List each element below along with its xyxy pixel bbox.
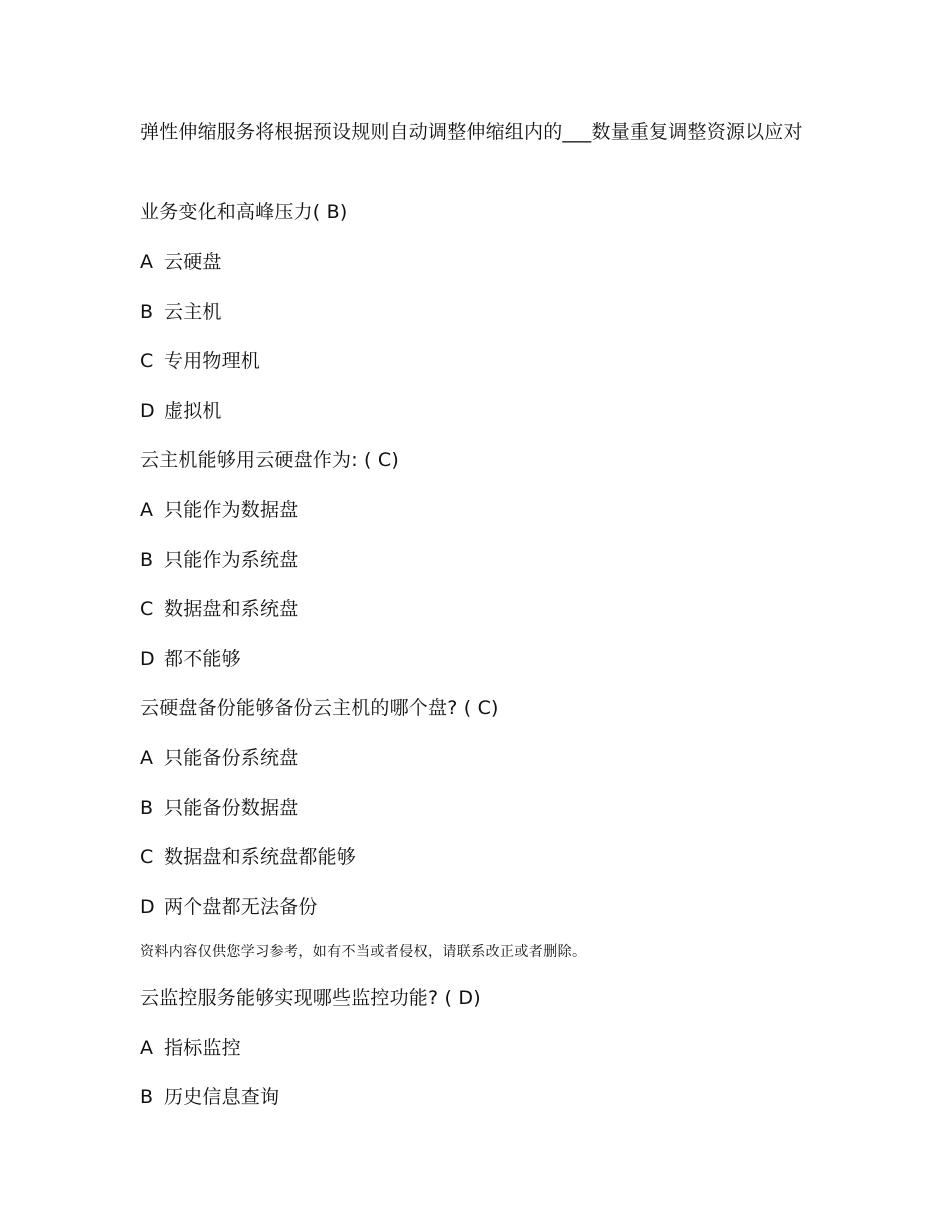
question-2-option-d [140, 645, 820, 673]
option-letter: D [140, 896, 155, 918]
question-3-option-c [140, 843, 820, 871]
option-text: 历史信息查询 [164, 1086, 280, 1108]
question-3-option-b [140, 794, 820, 822]
question-1-stem: 弹性伸缩服务将根据预设规则自动调整伸缩组内的___数量重复调整资源以应对 [140, 121, 803, 143]
option-letter: C [140, 846, 154, 868]
option-letter: A [140, 499, 154, 521]
option-text: 专用物理机 [164, 350, 261, 372]
option-letter: A [140, 1037, 154, 1059]
option-letter: D [140, 648, 155, 670]
option-letter: D [140, 400, 155, 422]
option-text: 虚拟机 [164, 400, 222, 422]
option-letter: A [140, 251, 154, 273]
option-text: 云硬盘 [164, 251, 222, 273]
option-letter: B [140, 1086, 154, 1108]
copyright-note: 资料内容仅供您学习参考，如有不当或者侵权，请联系改正或者删除。 [140, 944, 587, 960]
question-2-option-c [140, 595, 820, 623]
question-1-option-b [140, 298, 820, 326]
option-text: 数据盘和系统盘 [164, 598, 299, 620]
question-1-option-d [140, 397, 820, 425]
question-2-option-a [140, 496, 820, 524]
question-1-option-c [140, 347, 820, 375]
question-4-stem: 云监控服务能够实现哪些监控功能? ( D) [140, 987, 481, 1009]
option-text: 云主机 [164, 301, 222, 323]
option-letter: A [140, 747, 154, 769]
option-text: 只能作为系统盘 [164, 549, 299, 571]
question-1-stem-continued: 业务变化和高峰压力( B) [140, 201, 348, 223]
question-4-option-a [140, 1034, 820, 1062]
option-text: 只能作为数据盘 [164, 499, 299, 521]
question-3-option-a [140, 744, 820, 772]
option-letter: B [140, 549, 154, 571]
question-1-option-a [140, 248, 820, 276]
option-letter: C [140, 598, 154, 620]
option-letter: C [140, 350, 154, 372]
option-text: 指标监控 [164, 1037, 241, 1059]
option-text: 数据盘和系统盘都能够 [164, 846, 357, 868]
option-text: 都不能够 [164, 648, 241, 670]
question-3-stem: 云硬盘备份能够备份云主机的哪个盘? ( C) [140, 697, 499, 719]
option-text: 只能备份系统盘 [164, 747, 299, 769]
question-3-option-d [140, 893, 820, 921]
option-text: 只能备份数据盘 [164, 797, 299, 819]
question-2-option-b [140, 546, 820, 574]
option-text: 两个盘都无法备份 [164, 896, 318, 918]
question-2-stem: 云主机能够用云硬盘作为: ( C) [140, 449, 399, 471]
option-letter: B [140, 797, 154, 819]
question-4-option-b [140, 1083, 820, 1111]
option-letter: B [140, 301, 154, 323]
